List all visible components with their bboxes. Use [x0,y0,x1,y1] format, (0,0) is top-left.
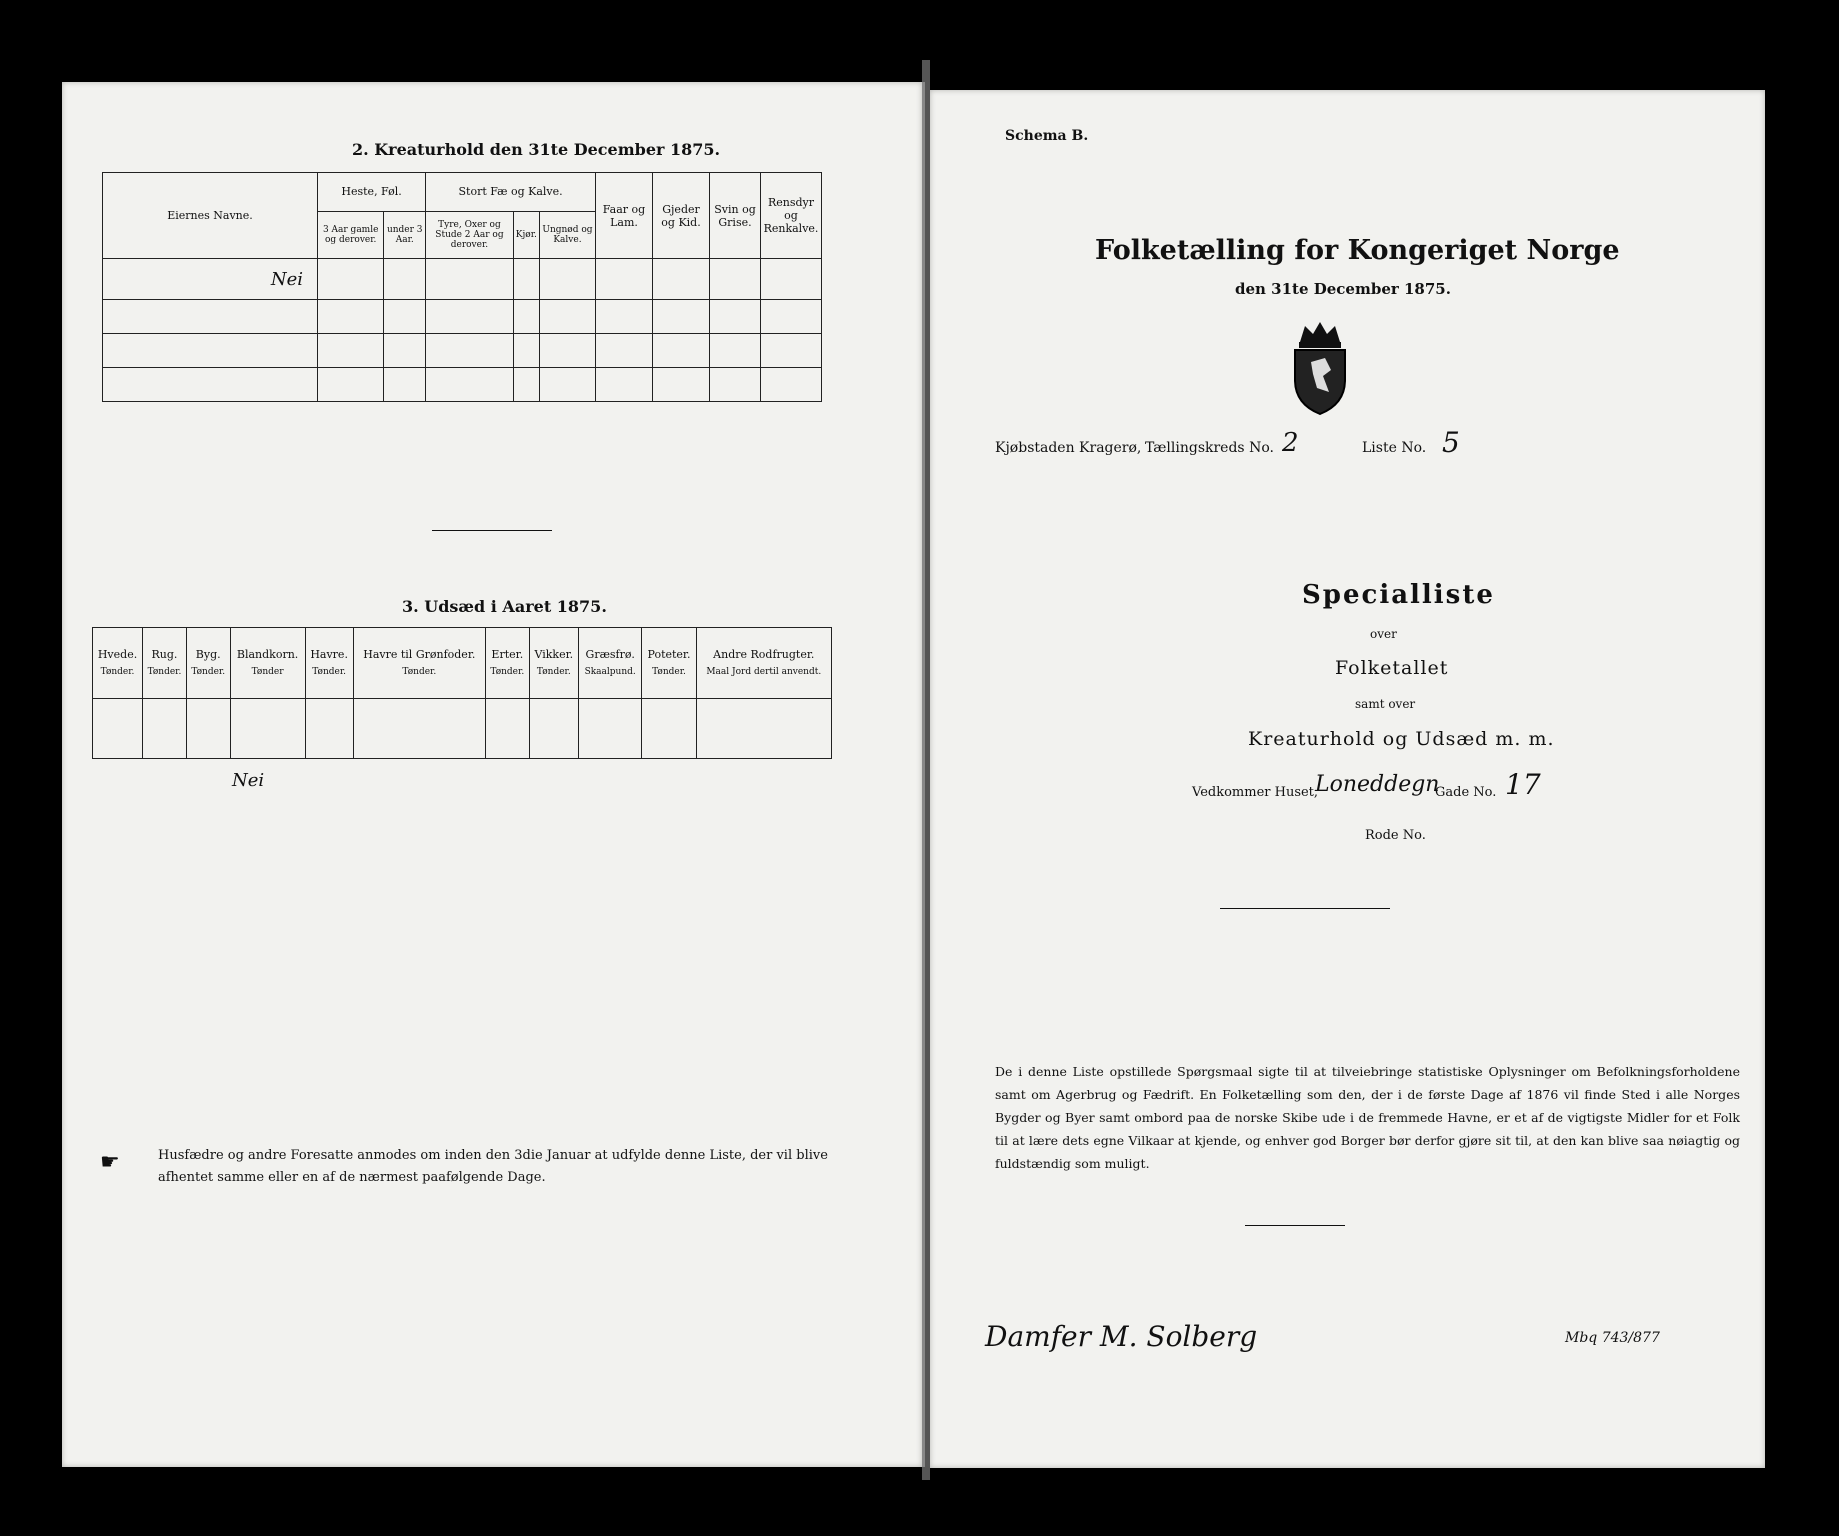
schema-label: Schema B. [1005,128,1089,144]
col-cattle-cows: Kjør. [513,211,539,259]
col-pigs: Svin og Grise. [710,173,761,259]
list-label: Liste No. [1362,440,1427,456]
district-label: Tællingskreds No. [1145,440,1274,456]
col-cattle-young: Ungnød og Kalve. [539,211,595,259]
col-horses-old: 3 Aar gamle og derover. [318,211,384,259]
sowing-cell [485,698,529,758]
sowing-col-3 [230,628,305,699]
sowing-cell [353,698,485,758]
sowing-crop: Byg. [195,648,221,662]
sowing-crop: Andre Rodfrugter. [713,648,815,662]
col-sheep: Faar og Lam. [596,173,653,259]
divider [1245,1225,1345,1226]
divider [432,530,552,531]
sowing-cell [529,698,578,758]
divider [1220,908,1390,909]
section2-title: 2. Kreaturhold den 31te December 1875. [352,140,721,159]
kreaturhold-label: Kreaturhold og Udsæd m. m. [1248,728,1555,750]
col-cattle: Stort Fæ og Kalve. [426,173,596,212]
col-goats: Gjeder og Kid. [653,173,710,259]
section3-title: 3. Udsæd i Aaret 1875. [402,597,607,616]
livestock-table [102,172,822,402]
sowing-unit: Tønder. [490,667,525,678]
sowing-cell [642,698,696,758]
sowing-crop: Hvede. [97,648,138,662]
pointing-hand-icon: ☛ [100,1150,120,1175]
sowing-unit: Tønder. [191,667,226,678]
sowing-table [92,627,832,759]
sowing-col-2 [186,628,230,699]
main-title: Folketælling for Kongeriget Norge [1095,235,1620,266]
notice-text: Husfædre og andre Foresatte anmodes om inden den 3die Januar at udfylde denne Liste, der vil blive afhentet samme eller en af de nærmest paafølgende Dage. [158,1148,828,1185]
signature: Damfer M. Solberg [985,1320,1258,1353]
rode-label: Rode No. [1365,828,1426,843]
sowing-cell [186,698,230,758]
sowing-unit: Tønder. [147,667,182,678]
sowing-crop: Vikker. [534,648,574,662]
sowing-col-5 [353,628,485,699]
sowing-col-9 [642,628,696,699]
sowing-unit: Tønder. [100,667,135,678]
sowing-col-0 [93,628,143,699]
livestock-entry: Nei [103,259,318,300]
table-row [103,367,822,401]
sowing-col-7 [529,628,578,699]
table-row [103,299,822,333]
sowing-crop: Blandkorn. [236,648,299,662]
col-reindeer: Rensdyr og Renkalve. [761,173,822,259]
over-label: over [1370,627,1397,641]
sowing-crop: Erter. [491,648,524,662]
sowing-col-8 [578,628,641,699]
city-label: Kjøbstaden Kragerø, [995,440,1142,456]
sowing-unit: Maal Jord dertil anvendt. [706,667,822,678]
folketallet-label: Folketallet [1335,657,1449,679]
district-value: 2 [1282,428,1299,458]
sowing-cell [305,698,353,758]
main-date: den 31te December 1875. [1235,280,1451,298]
samt-over-label: samt over [1355,697,1416,711]
sowing-cell [230,698,305,758]
table-row [103,259,822,300]
left-page [62,82,925,1467]
archive-note: Mbq 743/877 [1565,1330,1660,1346]
sowing-col-4 [305,628,353,699]
sowing-unit: Skaalpund. [584,667,636,678]
house-label: Vedkommer Huset, [1192,785,1319,800]
sowing-cell [143,698,187,758]
sowing-unit: Tønder. [652,667,686,678]
col-cattle-bulls: Tyre, Oxer og Stude 2 Aar og derover. [426,211,514,259]
col-horses: Heste, Føl. [318,173,426,212]
sowing-unit: Tønder. [536,667,571,678]
sowing-cell [93,698,143,758]
sowing-crop: Græsfrø. [585,648,635,662]
street-suffix: Gade No. [1435,785,1497,800]
sowing-col-1 [143,628,187,699]
sowing-unit: Tønder. [312,667,347,678]
footer-text: De i denne Liste opstillede Spørgsmaal sigte til at tilveiebringe statistiske Oplysninger om Befolkningsforholdene samt om Agerbrug og Fædrift. En Folketælling som den, der i de første Dage af 1876 vil finde Sted i alle Norges Bygder og Byer samt ombord paa de norske Skibe ude i de fremmede Havne, er et af de vigtigste Midler for et Folk til at lære dets egne Vilkaar at kjende, og enhver god Borger bør derfor gjøre sit til, at den kan blive saa nøiagtig og fuldstændig som muligt. [995,1064,1740,1171]
street-value: Loneddegn [1315,772,1440,797]
sowing-crop: Rug. [151,648,178,662]
sowing-col-6 [485,628,529,699]
sowing-unit: Tønder. [402,667,437,678]
sowing-entry: Nei [232,770,265,791]
sowing-crop: Havre til Grønfoder. [363,648,476,662]
sowing-unit: Tønder [251,667,284,678]
col-owner: Eiernes Navne. [103,173,318,259]
sowing-cell [696,698,831,758]
list-value: 5 [1442,426,1460,459]
table-row [103,333,822,367]
sowing-crop: Havre. [310,648,348,662]
sowing-cell [578,698,641,758]
house-number: 17 [1505,768,1541,801]
special-title: Specialliste [1302,580,1495,610]
right-page [930,90,1765,1468]
col-horses-young: under 3 Aar. [384,211,426,259]
sowing-col-10 [696,628,831,699]
sowing-crop: Poteter. [647,648,691,662]
coat-of-arms-icon [1285,318,1355,418]
